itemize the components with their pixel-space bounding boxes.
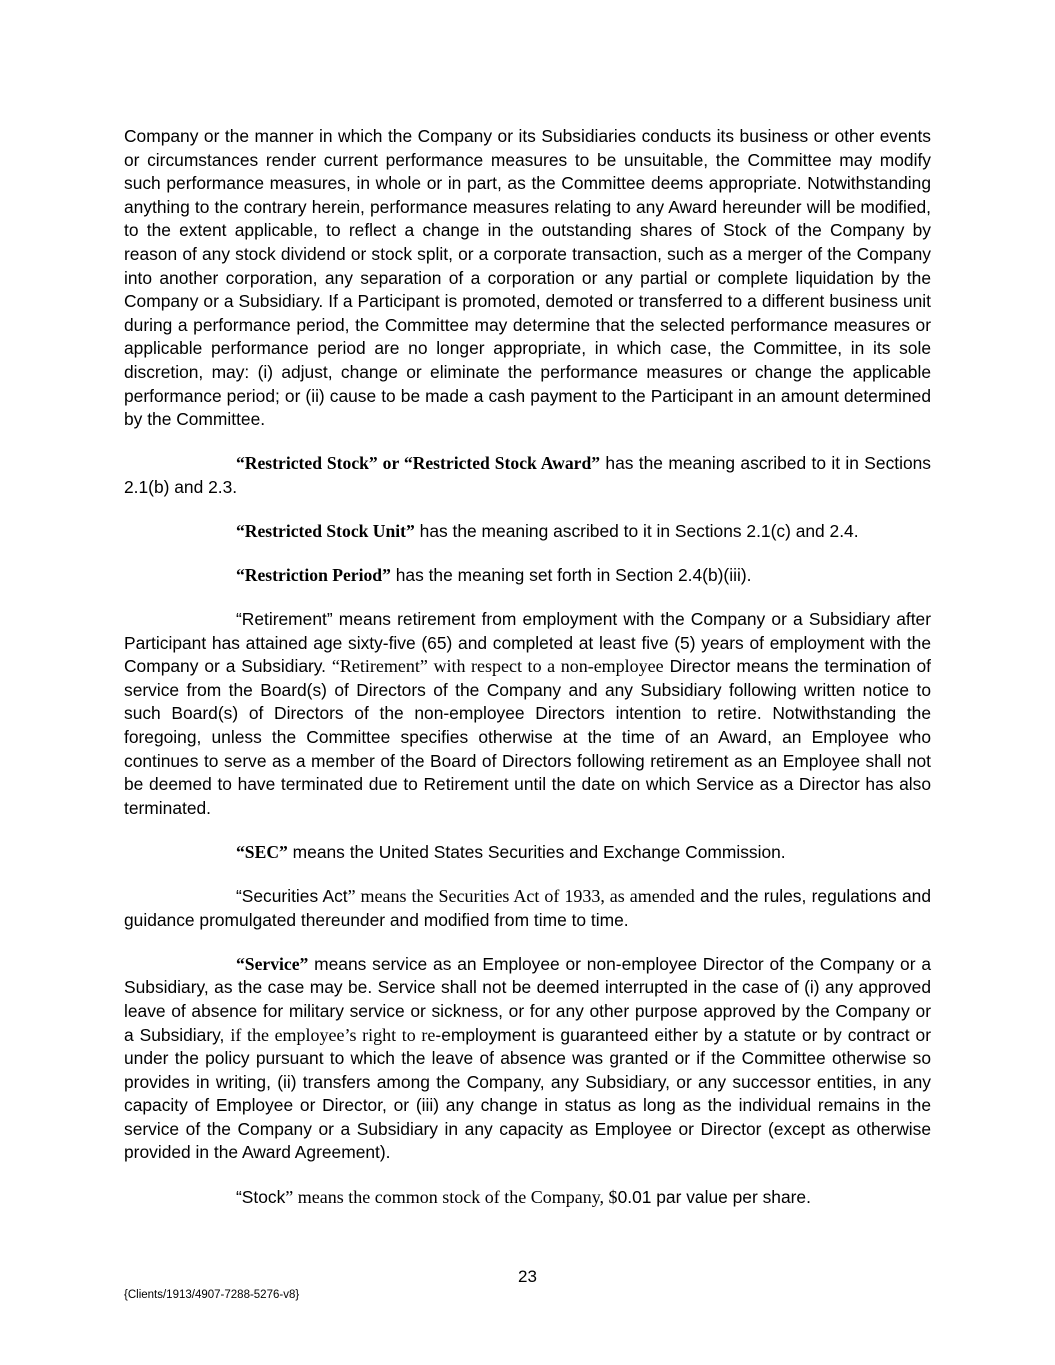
definition-text: 0.01 par value per share. xyxy=(617,1186,811,1207)
definition-retirement xyxy=(124,608,931,820)
definition-restriction-period xyxy=(124,564,931,588)
definition-text-serif: ” means the Securities Act of 1933, as amended xyxy=(347,886,695,907)
definition-text: Director means the termination of service from the Board(s) of Directors of the Company and any Subsidiary following written notice to such Board(s) of Directors of the non-employee Directors intention to retire. Notwithstanding the foregoing, unless the Committee specifies otherwise at the time of an Award, an Employee who continues to serve as a member of the Board of Directors following retirement as an Employee shall not be deemed to have terminated due to Retirement until the date on which Service as a Director has also terminated. xyxy=(124,656,931,818)
definition-text: has the meaning ascribed to it in Sections 2.1(c) and 2.4. xyxy=(414,520,859,541)
document-id: {Clients/1913/4907-7288-5276-v8} xyxy=(124,1289,300,1301)
definition-text-serif: “Retirement” with respect to a non-employee xyxy=(331,656,664,677)
definition-text: and the rules, regulations and guidance promulgated thereunder and modified from time to time. xyxy=(124,886,931,930)
definition-securities-act xyxy=(124,885,931,932)
definition-restricted-stock xyxy=(124,452,931,499)
defined-term: “Restriction Period” xyxy=(236,565,391,585)
defined-term: “SEC” xyxy=(236,841,288,862)
definition-text: means the United States Securities and Exchange Commission. xyxy=(287,841,786,862)
definition-text-serif: ” means the common stock of the Company, $ xyxy=(285,1186,618,1207)
page-number: 23 xyxy=(518,1267,537,1286)
paragraph-performance-measures: Company or the manner in which the Company or its Subsidiaries conducts its business or other events or circumstances render current performance measures to be unsuitable, the Committee may modify such performance measures, in whole or in part, as the Committee deems appropriate. Notwithstanding anything to the contrary herein, performance measures relating to any Award hereunder will be modified, to the extent applicable, to reflect a change in the outstanding shares of Stock of the Company by reason of any stock dividend or stock split, or a corporate transaction, such as a merger of the Company into another corporation, any separation of a corporation or any partial or complete liquidation by the Company or a Subsidiary. If a Participant is promoted, demoted or transferred to a different business unit during a performance period, the Committee may determine that the selected performance measures or applicable performance period are no longer appropriate, in which case, the Committee, in its sole discretion, may: (i) adjust, change or eliminate the performance measures or change the applicable performance period; or (ii) cause to be made a cash payment to the Participant in an amount determined by the Committee. xyxy=(124,126,931,430)
defined-term: “Service” xyxy=(236,953,309,974)
definition-text: -employment is guaranteed either by a statute or by contract or under the policy pursuant to which the leave of absence was granted or if the Committee otherwise so provides in writing, (ii) transfers among the Company, any Subsidiary, or any successor entities, in any capacity of Employee or Director, or (iii) any change in status as long as the individual remains in the service of the Company or a Subsidiary in any capacity as Employee or Director (except as otherwise provided in the Award Agreement). xyxy=(124,1024,931,1163)
defined-term: “Restricted Stock” or “Restricted Stock Award” xyxy=(236,453,601,474)
defined-term: “Restricted Stock Unit” xyxy=(236,520,415,541)
definition-service xyxy=(124,953,931,1165)
definition-text-serif: if the employee’s right to re xyxy=(230,1024,436,1045)
definition-text: “Securities Act xyxy=(236,886,348,907)
definition-text: has the meaning set forth in Section 2.4(b)(iii). xyxy=(390,565,752,585)
definition-sec xyxy=(124,841,931,865)
definition-text: “Stock xyxy=(236,1186,286,1207)
definition-text: means service as an Employee or non-employee Director of the Company or a Subsidiary, as the case may be. Service shall not be deemed interrupted in the case of (i) any approved leave of absence for military service or sickness, or for any other purpose approved by the Company or a Subsidiary, xyxy=(124,953,931,1045)
definition-text: “Retirement” means retirement from employment with the Company or a Subsidiary after Participant has attained age sixty-five (65) and completed at least five (5) years of employment with the Company or a Subsidiary. xyxy=(124,609,931,677)
definition-text: has the meaning ascribed to it in Sections 2.1(b) and 2.3. xyxy=(124,453,931,497)
definition-stock xyxy=(124,1186,931,1210)
document-body xyxy=(124,125,931,1209)
definition-restricted-stock-unit xyxy=(124,520,931,544)
